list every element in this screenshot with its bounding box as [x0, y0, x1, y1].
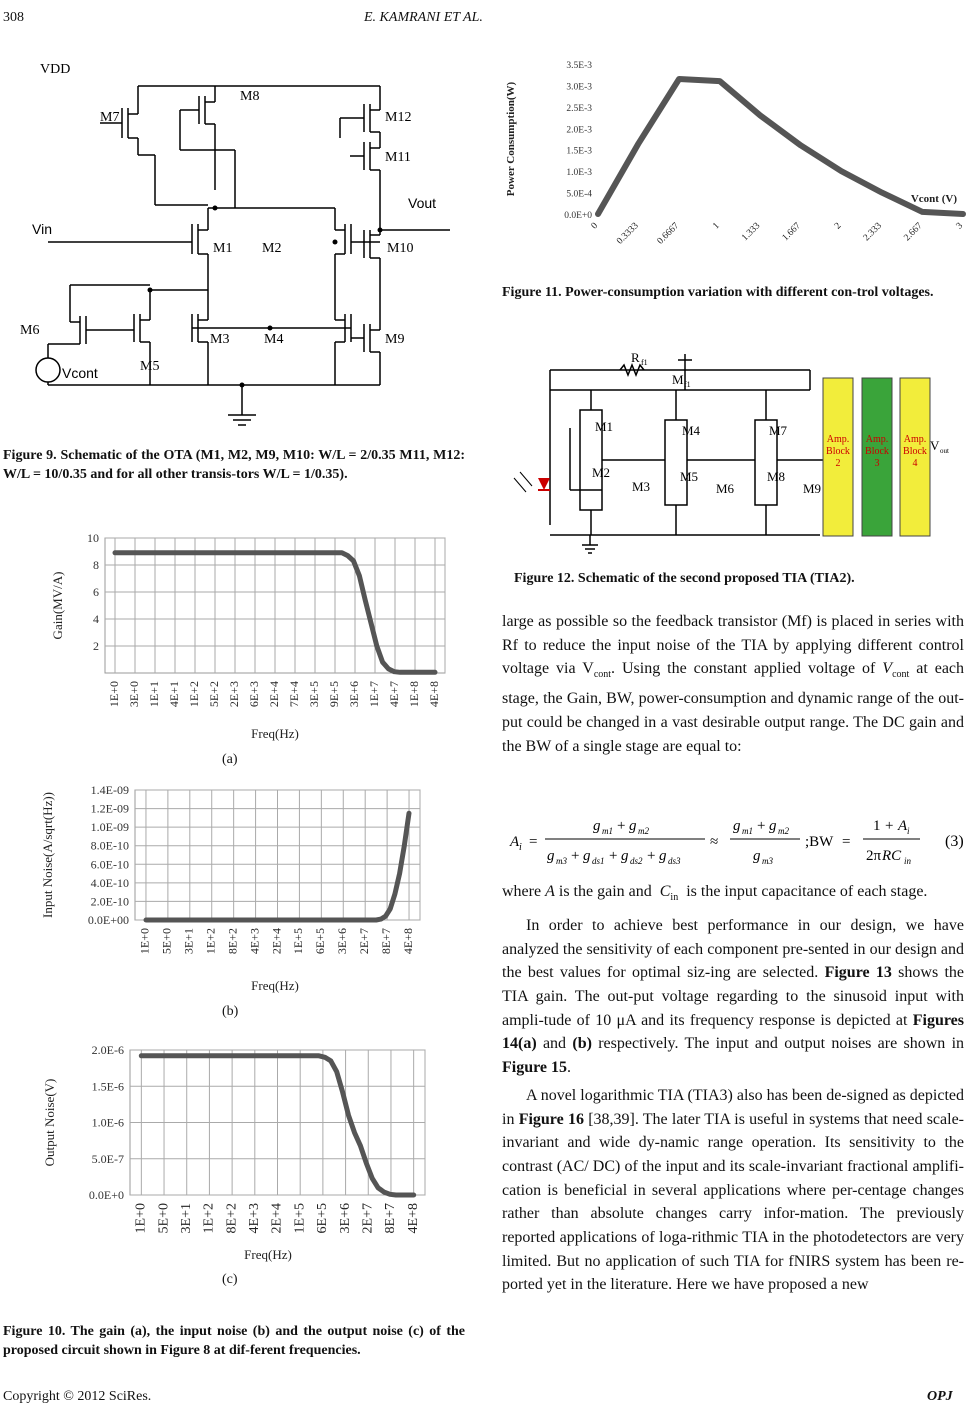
fig12-label-m8: M8: [767, 469, 786, 484]
c10a-xlabel: Freq(Hz): [251, 726, 299, 741]
c10b-xtick-label: 1E+2: [203, 928, 218, 955]
svg-text:=: =: [842, 834, 851, 850]
p1-vcont-sub: cont: [892, 669, 910, 681]
fig12-label-mf1: M: [672, 372, 684, 387]
fig10-caption: Figure 10. The gain (a), the input noise (b) and the output noise (c) of the proposed circuit shown in Figure 8 at dif-ferent frequencies.: [3, 1324, 465, 1358]
fig12-block3-amp: Amp.: [865, 434, 889, 445]
c10b-xlabel: Freq(Hz): [251, 978, 299, 993]
c11-ytick-label: 3.5E-3: [566, 61, 592, 71]
svg-text:+: +: [609, 848, 618, 864]
c10a-xtick-label: 1E+7: [366, 681, 381, 708]
svg-text:i: i: [907, 826, 910, 836]
fig11-caption: Figure 11. Power-consumption variation with different con-trol voltages.: [502, 285, 934, 300]
svg-text:g: g: [659, 848, 667, 864]
fig12-label-m3: M3: [632, 479, 651, 494]
svg-text:g: g: [629, 818, 637, 834]
fig12-label-rf1-sub: f1: [641, 358, 648, 367]
c10b-ytick-label: 1.4E-09: [90, 783, 129, 797]
fig9-label-m11: M11: [385, 150, 411, 165]
fig12-label-m6: M6: [716, 481, 735, 496]
svg-text:m1: m1: [602, 826, 613, 836]
c10b-ytick-label: 2.0E-10: [90, 894, 129, 909]
c11-ytick-label: 1.0E-3: [566, 168, 592, 179]
p2-a-var: A: [545, 883, 555, 900]
c10a-ytick-label: 4: [93, 612, 99, 626]
c10a-ytick-label: 6: [93, 585, 99, 599]
fig12-label-rf1: R: [631, 350, 640, 365]
fig9-label-m4: M4: [264, 332, 284, 347]
svg-text:g: g: [733, 818, 741, 834]
svg-text:RC: RC: [882, 848, 902, 864]
fig12-label-m2: M2: [592, 465, 611, 480]
svg-text:m2: m2: [638, 826, 649, 836]
c10a-xtick-label: 1E+0: [106, 681, 121, 708]
svg-text:A: A: [510, 834, 520, 850]
p4a-text: A novel logarithmic TIA (TIA3) also has been de-signed as depicted in: [502, 1086, 964, 1128]
c10c-ytick-label: 5.0E-7: [91, 1151, 124, 1166]
ref-figure-15: Figure 15: [502, 1059, 568, 1077]
fig9-schematic: [20, 40, 470, 430]
fig9-label-vin: Vin: [32, 221, 52, 237]
c11-ylabel: Power Consumption(W): [505, 81, 517, 197]
p3b-text: shows the TIA gain. The out-put voltage regarding to the sinusoid input with ampli-tude of 10 μA and its frequency response is depicted at: [502, 964, 965, 1029]
fig12-block2-block: Block: [826, 446, 850, 457]
p2e-text: is the input capacitance of each stage.: [686, 883, 928, 900]
c10c-ytick-label: 2.0E-6: [91, 1043, 124, 1057]
p3c-text: and: [542, 1035, 567, 1053]
svg-text:1: 1: [873, 818, 881, 834]
c10c-ytick-label: 0.0E+0: [88, 1188, 124, 1202]
fig12-block3-block: Block: [865, 446, 889, 457]
c10c-xtick-label: 1E+5: [292, 1203, 308, 1234]
svg-text:m3: m3: [556, 856, 567, 866]
fig12-block4-amp: Amp.: [903, 434, 927, 445]
svg-text:g: g: [583, 848, 591, 864]
fig12-block4-num: 4: [912, 458, 918, 469]
fig12-label-m7: M7: [769, 423, 788, 438]
c10b-xtick-label: 1E+0: [137, 928, 152, 955]
c11-xtick-label: 2.333: [861, 221, 885, 244]
fig10b-sublabel: (b): [222, 1004, 239, 1019]
c10c-xtick-label: 1E+0: [133, 1203, 149, 1234]
ref-figure-16: Figure 16: [518, 1110, 584, 1128]
svg-text:;BW: ;BW: [805, 834, 834, 850]
fig12-label-m5: M5: [680, 469, 699, 484]
c10b-xtick-label: 2E+4: [269, 928, 284, 955]
fig12-label-mf1-sub: f1: [684, 380, 691, 389]
c10b-xtick-label: 1E+5: [291, 928, 306, 955]
ref-figure-14a: Figures 14(a): [502, 1011, 964, 1053]
p4b-text: [38,39]. The later TIA is useful in systems that need scale-invariant and wide dy-namic range operation. Its sensitivity to the contrast (AC/ DC) of the input and its scale-invariant fractional amplifi-cation is beneficial in several applications where per-centage changes rather than absolute changes carry infor-mation. The previously reported applications of loga-rithmic TIA in the photodetectors are very limited. But no application of such TIA for fNIRS system has been re-ported yet in the literature. Here we have proposed a new: [502, 1110, 965, 1294]
c10a-ytick-label: 2: [93, 639, 99, 653]
c10b-ytick-label: 8.0E-10: [90, 838, 129, 853]
svg-text:ds2: ds2: [630, 856, 643, 866]
equation-number: (3): [945, 833, 964, 850]
fig10c-sublabel: (c): [222, 1272, 238, 1287]
fig10b-chart: [40, 782, 450, 1000]
ref-figure-14b: (b): [572, 1035, 592, 1053]
c10b-xtick-label: 2E+7: [356, 928, 371, 955]
fig12-block2-amp: Amp.: [826, 434, 850, 445]
c10a-ylabel: Gain(MV/A): [50, 571, 65, 640]
c10c-ylabel: Output Noise(V): [42, 1078, 57, 1167]
fig9-label-m10: M10: [387, 241, 414, 256]
svg-text:g: g: [621, 848, 629, 864]
c11-ytick-label: 0.0E+0: [564, 211, 592, 221]
c10a-xtick-label: 1E+1: [146, 681, 161, 708]
c10c-xtick-label: 5E+0: [156, 1203, 172, 1234]
p2-c-sub: in: [670, 892, 679, 904]
fig9-label-m3: M3: [210, 332, 230, 347]
c10a-xtick-label: 4E+8: [426, 681, 441, 708]
svg-text:g: g: [753, 848, 761, 864]
footer-journal: OPJ: [927, 1389, 953, 1404]
fig9-label-m8: M8: [240, 89, 260, 104]
c11-xtick-label: 0: [589, 221, 601, 232]
fig9-label-m2: M2: [262, 241, 282, 256]
svg-text:A: A: [898, 818, 908, 834]
c10a-ytick-label: 10: [87, 531, 99, 545]
svg-text:2π: 2π: [866, 848, 882, 864]
p3a-text: In order to achieve best performance in our design, we have analyzed the sensitivity of each component pre-sented in our design and the best values for optimal siz-ing are selected.: [502, 916, 964, 982]
c10b-xtick-label: 8E+2: [225, 928, 240, 955]
svg-text:ds1: ds1: [592, 856, 605, 866]
c11-xtick-label: 3: [954, 221, 966, 232]
fig10c-chart: [40, 1034, 450, 1262]
c10c-xtick-label: 2E+4: [269, 1203, 285, 1234]
c10b-xtick-label: 3E+1: [181, 928, 196, 955]
c10c-xtick-label: 1E+2: [201, 1203, 217, 1234]
p2a-text: where: [502, 883, 542, 900]
c11-xtick-label: 2: [833, 221, 844, 232]
p1b-text: . Using the constant applied voltage of: [611, 660, 876, 678]
footer-copyright: Copyright © 2012 SciRes.: [3, 1389, 152, 1404]
c10a-xtick-label: 5E+2: [206, 681, 221, 708]
c10a-xtick-label: 6E+3: [246, 681, 261, 708]
c10b-ytick-label: 6.0E-10: [90, 857, 129, 872]
fig9-label-vout: Vout: [408, 195, 437, 211]
svg-text:g: g: [547, 848, 555, 864]
c10b-ylabel: Input Noise(A/sqrt(Hz)): [40, 792, 55, 918]
c10a-xtick-label: 4E+1: [166, 681, 181, 708]
c10b-xtick-label: 4E+3: [247, 928, 262, 955]
fig12-label-vout: V: [930, 438, 940, 453]
p2-c-var: C: [659, 883, 671, 900]
c10b-ytick-label: 0.0E+00: [87, 913, 129, 927]
c10a-xtick-label: 2E+3: [226, 681, 241, 708]
c11-ytick-label: 2.0E-3: [566, 125, 592, 136]
fig12-schematic: [510, 340, 962, 560]
c11-ytick-label: 3.0E-3: [566, 82, 592, 93]
c10c-xtick-label: 4E+8: [405, 1203, 421, 1234]
p1-vcont: V: [882, 660, 893, 678]
c10a-xtick-label: 3E+0: [126, 681, 141, 708]
c10c-xtick-label: 3E+1: [178, 1203, 194, 1234]
c10b-xtick-label: 8E+7: [378, 928, 393, 955]
svg-text:in: in: [904, 856, 912, 866]
fig9-label-m12: M12: [385, 110, 412, 125]
c10c-xlabel: Freq(Hz): [244, 1247, 292, 1262]
c10a-xtick-label: 2E+4: [266, 681, 281, 708]
p1-sub: cont: [593, 669, 612, 681]
body-text-2: [502, 880, 964, 1297]
fig9-label-m6: M6: [20, 323, 40, 338]
svg-text:ds3: ds3: [668, 856, 681, 866]
p3e-text: .: [567, 1059, 572, 1077]
ref-figure-13: Figure 13: [824, 964, 892, 982]
fig9-label-m5: M5: [140, 359, 160, 374]
fig12-block2-num: 2: [835, 458, 841, 469]
c11-xlabel: Vcont (V): [910, 193, 957, 205]
c10a-xtick-label: 3E+5: [306, 681, 321, 708]
fig12-block3-num: 3: [874, 458, 880, 469]
c11-xtick-label: 0.6667: [655, 221, 682, 247]
svg-text:i: i: [519, 842, 522, 853]
svg-text:+: +: [757, 818, 766, 834]
fig12-label-vout-sub: out: [940, 447, 949, 455]
p1-text: large as possible so the feedback transistor (Mf) is placed in series with Rf to reduce the input noise of the TIA by applying different control voltage via V: [502, 613, 964, 678]
fig12-label-m4: M4: [682, 423, 701, 438]
c10b-xtick-label: 3E+6: [335, 928, 350, 955]
fig10a-sublabel: (a): [222, 752, 238, 767]
svg-text:g: g: [769, 818, 777, 834]
fig12-block4-block: Block: [903, 446, 927, 457]
svg-text:+: +: [885, 818, 894, 834]
c10b-ytick-label: 1.0E-09: [90, 820, 129, 835]
svg-text:m3: m3: [762, 856, 773, 866]
p3d-text: respectively. The input and output noises are shown in: [598, 1035, 965, 1053]
page-number: 308: [3, 10, 24, 25]
c10a-xtick-label: 7E+4: [286, 681, 301, 708]
c10a-xtick-label: 4E+7: [386, 681, 401, 708]
c11-xtick-label: 1.667: [780, 221, 803, 244]
fig9-label-m9: M9: [385, 332, 405, 347]
c10a-ytick-label: 8: [93, 558, 99, 572]
fig12-label-m1: M1: [595, 419, 614, 434]
c10a-xtick-label: 3E+6: [346, 681, 361, 708]
c10b-ytick-label: 1.2E-09: [90, 801, 129, 816]
p1d-text: at each stage, the Gain, BW, power-consumption and dynamic range of the out-put could be changed in a vast desirable output range. The DC gain and the BW of a single stage are equal to:: [502, 660, 965, 755]
running-title: E. KAMRANI ET AL.: [364, 10, 483, 25]
fig9-label-vcont: Vcont: [62, 365, 98, 381]
c10b-xtick-label: 5E+0: [159, 928, 174, 955]
c11-ytick-label: 5.0E-4: [566, 189, 592, 200]
c11-xtick-label: 1.333: [740, 221, 763, 244]
fig9-label-m1: M1: [213, 241, 233, 256]
c11-ytick-label: 2.5E-3: [566, 103, 592, 114]
c10a-xtick-label: 1E+8: [406, 681, 421, 708]
fig11-chart: [500, 50, 967, 280]
fig12-caption: Figure 12. Schematic of the second proposed TIA (TIA2).: [514, 571, 855, 586]
c11-xtick-label: 2.667: [902, 221, 925, 244]
fig9-label-m7: M7: [100, 110, 120, 125]
fig10a-chart: [40, 528, 450, 748]
c11-xtick-label: 1: [711, 221, 722, 232]
fig9-caption: Figure 9. Schematic of the OTA (M1, M2, M9, M10: W/L = 2/0.35 M11, M12: W/L = 10/0.35 and for all other transis-tors W/L = 1/0.35).: [3, 448, 465, 482]
c10c-ytick-label: 1.0E-6: [91, 1115, 124, 1130]
fig12-label-m9: M9: [803, 481, 822, 496]
c10c-ytick-label: 1.5E-6: [91, 1079, 124, 1094]
svg-text:+: +: [647, 848, 656, 864]
c10c-xtick-label: 4E+3: [247, 1203, 263, 1234]
c10b-xtick-label: 4E+8: [400, 928, 415, 955]
p2c-text: is the gain and: [558, 883, 652, 900]
c10b-ytick-label: 4.0E-10: [90, 875, 129, 890]
c10a-xtick-label: 9E+5: [326, 681, 341, 708]
svg-text:=: =: [529, 834, 538, 850]
svg-text:m2: m2: [778, 826, 789, 836]
svg-text:g: g: [593, 818, 601, 834]
c10a-xtick-label: 1E+2: [186, 681, 201, 708]
svg-text:+: +: [571, 848, 580, 864]
c11-xtick-label: 0.3333: [615, 221, 641, 247]
c10c-xtick-label: 2E+7: [360, 1203, 376, 1234]
svg-text:+: +: [617, 818, 626, 834]
c10b-xtick-label: 6E+5: [313, 928, 328, 955]
c10c-xtick-label: 8E+2: [224, 1203, 240, 1234]
svg-text:m1: m1: [742, 826, 753, 836]
c10c-xtick-label: 6E+5: [315, 1203, 331, 1234]
c10c-xtick-label: 3E+6: [337, 1203, 353, 1234]
svg-text:≈: ≈: [710, 834, 719, 850]
c10c-xtick-label: 8E+7: [383, 1203, 399, 1234]
equation-3: [505, 808, 965, 868]
c11-series-line: [598, 79, 963, 214]
fig9-label-vdd: VDD: [40, 62, 71, 77]
paragraph-1: [502, 610, 964, 758]
c11-ytick-label: 1.5E-3: [566, 146, 592, 157]
